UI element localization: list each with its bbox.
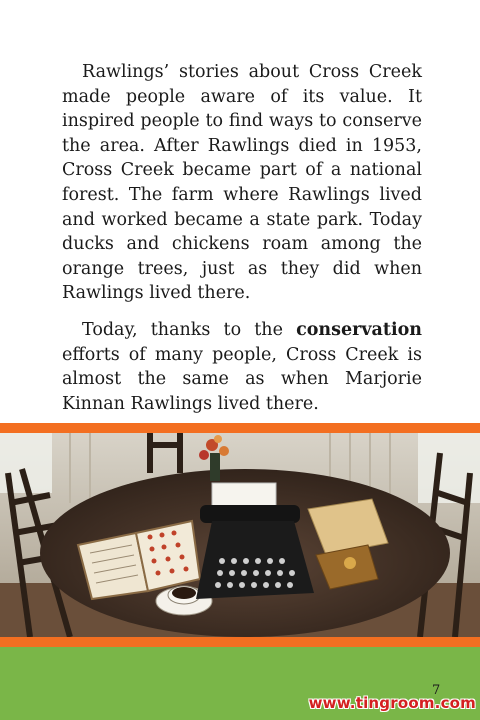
conservation-term: conservation <box>296 319 422 340</box>
paragraph-2 <box>62 318 422 416</box>
orange-stripe-bottom <box>0 637 480 647</box>
typewriter-table-photo <box>0 433 480 637</box>
paragraph-2-start: Today, thanks to the <box>82 319 297 340</box>
paragraph-1: Rawlings’ stories about Cross Creek made people aware of its value. It inspired people to find ways to conserve the area. After Rawlings died in 1953, Cross Creek became part of a national forest. The farm where Rawlings lived and worked became a state park. Today ducks and chickens roam among the orange trees, just as they did when Rawlings lived there. <box>62 62 422 304</box>
watermark-text: www.tingroom.com <box>308 694 476 712</box>
paragraph-2-end: efforts of many people, Cross Creek is almost the same as when Marjorie Kinnan Rawlings lived there. <box>62 344 422 414</box>
orange-stripe-top <box>0 423 480 433</box>
body-text <box>62 60 422 416</box>
page-number: 7 <box>432 683 441 698</box>
